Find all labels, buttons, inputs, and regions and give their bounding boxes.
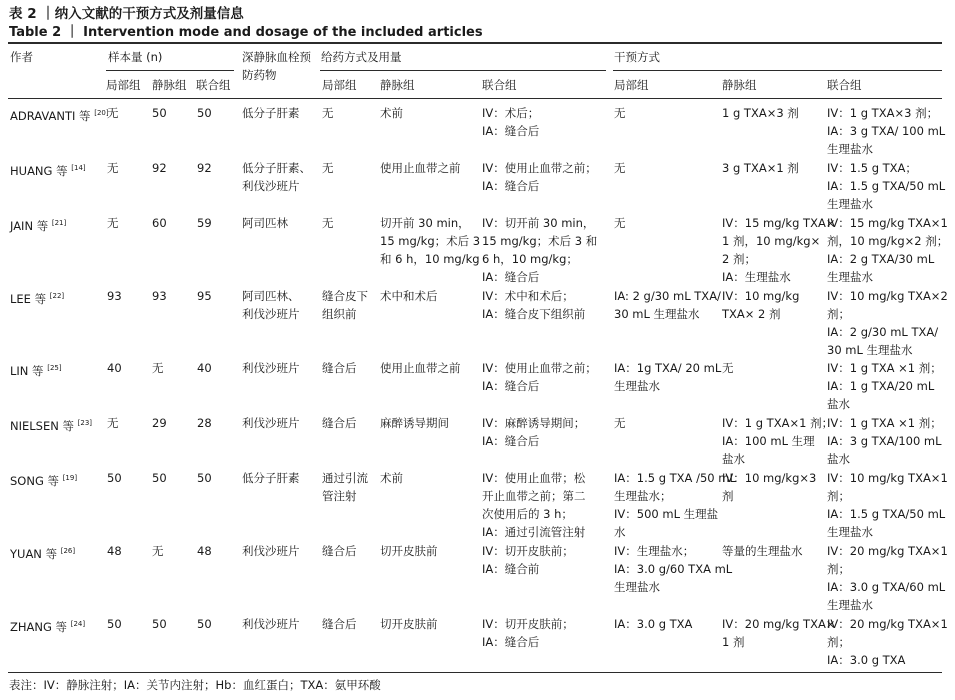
cell-int-local: 无: [614, 216, 626, 230]
cell-n-comb: 95: [197, 289, 212, 303]
cell-int-iv: 等量的生理盐水: [722, 544, 803, 558]
cell-n-iv: 无: [152, 361, 164, 375]
cell-adm-local: 缝合后: [322, 416, 357, 430]
subheader-int-iv: 静脉组: [722, 78, 757, 92]
cell-n-comb: 40: [197, 361, 212, 375]
cell-adm-comb: IV：切开皮肤前； IA：缝合后: [482, 617, 574, 649]
table-caption-cn: 表 2 ｜纳入文献的干预方式及剂量信息: [9, 6, 244, 22]
cell-adm-local: 缝合后: [322, 544, 357, 558]
cell-n-comb: 28: [197, 416, 212, 430]
reference-number: [19]: [62, 474, 78, 482]
cell-int-iv: 1 g TXA×3 剂: [722, 106, 799, 120]
subheader-adm-iv: 静脉组: [380, 78, 415, 92]
author-name: LEE 等: [10, 291, 50, 306]
table-top-rule: [8, 42, 942, 44]
cell-dvt: 利伐沙班片: [242, 416, 300, 430]
cell-adm-iv: 术中和术后: [380, 289, 438, 303]
header-admin: 给药方式及用量: [321, 50, 402, 64]
cell-author: [10, 214, 106, 235]
cell-adm-iv: 使用止血带之前: [380, 161, 461, 175]
header-admin-rule: [320, 70, 606, 71]
cell-n-iv: 50: [152, 106, 167, 120]
author-name: ADRAVANTI 等: [10, 108, 95, 123]
cell-n-local: 40: [107, 361, 122, 375]
cell-dvt: 利伐沙班片: [242, 361, 300, 375]
subheader-int-local: 局部组: [614, 78, 649, 92]
cell-dvt: 低分子肝素: [242, 106, 300, 120]
cell-int-local: IA：1g TXA/ 20 mL 生理盐水: [614, 361, 722, 393]
cell-adm-iv: 麻醉诱导期间: [380, 416, 449, 430]
header-intervention-rule: [613, 70, 942, 71]
header-sample-size: 样本量 (n): [108, 50, 163, 64]
cell-adm-local: 缝合后: [322, 361, 357, 375]
cell-adm-comb: IV：切开前 30 min， 15 mg/kg；术后 3 和 6 h，10 mg/kg； IA：缝合后: [482, 216, 598, 284]
cell-n-local: 50: [107, 617, 122, 631]
cell-adm-comb: IV：使用止血带；松 开止血带之前；第二 次使用后的 3 h； IA：通过引流管注射: [482, 471, 586, 539]
cell-int-comb: IV：10 mg/kg TXA×2 剂； IA：2 g/30 mL TXA/ 30 mL 生理盐水: [827, 289, 948, 357]
cell-adm-local: 通过引流 管注射: [322, 471, 368, 503]
author-name: HUANG 等: [10, 163, 72, 178]
author-name: ZHANG 等: [10, 619, 71, 634]
cell-n-iv: 60: [152, 216, 167, 230]
cell-n-comb: 59: [197, 216, 212, 230]
cell-int-comb: IV：1 g TXA×3 剂； IA：3 g TXA/ 100 mL 生理盐水: [827, 106, 946, 156]
cell-int-iv: 3 g TXA×1 剂: [722, 161, 799, 175]
cell-n-comb: 48: [197, 544, 212, 558]
header-intervention: 干预方式: [614, 50, 660, 64]
cell-adm-comb: IV：使用止血带之前； IA：缝合后: [482, 361, 597, 393]
table-header-rule: [8, 98, 942, 99]
header-author: 作者: [10, 50, 33, 64]
subheader-n-iv: 静脉组: [152, 78, 187, 92]
cell-adm-iv: 切开皮肤前: [380, 617, 438, 631]
table-footnote: 表注：IV：静脉注射；IA：关节内注射；Hb：血红蛋白；TXA：氨甲环酸: [9, 678, 381, 692]
cell-n-iv: 29: [152, 416, 167, 430]
cell-int-iv: IV：10 mg/kg TXA× 2 剂: [722, 289, 800, 321]
cell-n-comb: 50: [197, 106, 212, 120]
cell-n-local: 无: [107, 216, 119, 230]
cell-int-comb: IV：20 mg/kg TXA×1 剂； IA：3.0 g TXA: [827, 617, 948, 667]
cell-author: [10, 414, 106, 435]
reference-number: [20]: [94, 109, 109, 117]
cell-int-iv: IV：1 g TXA×1 剂； IA：100 mL 生理 盐水: [722, 416, 834, 466]
cell-author: [10, 287, 106, 308]
author-name: YUAN 等: [10, 546, 61, 561]
cell-int-local: IA：1.5 g TXA /50 mL 生理盐水； IV：500 mL 生理盐 水: [614, 471, 736, 539]
reference-number: [23]: [77, 419, 93, 427]
cell-int-local: IA：3.0 g TXA: [614, 617, 693, 631]
cell-adm-local: 缝合后: [322, 617, 357, 631]
reference-number: [22]: [49, 292, 65, 300]
cell-n-local: 无: [107, 106, 119, 120]
cell-dvt: 阿司匹林: [242, 216, 288, 230]
cell-n-iv: 92: [152, 161, 167, 175]
cell-author: [10, 159, 106, 180]
cell-n-local: 无: [107, 161, 119, 175]
cell-n-iv: 50: [152, 471, 167, 485]
cell-int-comb: IV：20 mg/kg TXA×1 剂； IA：3.0 g TXA/60 mL 生理盐水: [827, 544, 948, 612]
cell-int-comb: IV：1 g TXA ×1 剂； IA：1 g TXA/20 mL 盐水: [827, 361, 942, 411]
cell-adm-local: 无: [322, 161, 334, 175]
reference-number: [14]: [71, 164, 86, 172]
cell-adm-local: 无: [322, 106, 334, 120]
cell-adm-iv: 术前: [380, 471, 403, 485]
cell-adm-iv: 切开皮肤前: [380, 544, 438, 558]
subheader-n-combined: 联合组: [196, 78, 231, 92]
cell-author: [10, 542, 106, 563]
cell-author: [10, 469, 106, 490]
subheader-int-combined: 联合组: [827, 78, 862, 92]
subheader-adm-combined: 联合组: [482, 78, 517, 92]
table-bottom-rule: [8, 672, 942, 673]
author-name: SONG 等: [10, 473, 63, 488]
author-name: NIELSEN 等: [10, 418, 78, 433]
cell-author: [10, 615, 106, 636]
cell-int-local: 无: [614, 416, 626, 430]
cell-dvt: 低分子肝素: [242, 471, 300, 485]
cell-adm-comb: IV：麻醉诱导期间； IA：缝合后: [482, 416, 586, 448]
cell-adm-iv: 使用止血带之前: [380, 361, 461, 375]
author-name: JAIN 等: [10, 218, 52, 233]
cell-n-iv: 93: [152, 289, 167, 303]
cell-int-iv: IV：15 mg/kg TXA× 1 剂，10 mg/kg× 2 剂； IA：生理盐水: [722, 216, 836, 284]
cell-dvt: 低分子肝素、 利伐沙班片: [242, 161, 311, 193]
cell-n-local: 无: [107, 416, 119, 430]
cell-int-local: 无: [614, 106, 626, 120]
cell-n-comb: 92: [197, 161, 212, 175]
subheader-adm-local: 局部组: [322, 78, 357, 92]
cell-dvt: 阿司匹林、 利伐沙班片: [242, 289, 300, 321]
cell-int-iv: 无: [722, 361, 734, 375]
cell-n-iv: 无: [152, 544, 164, 558]
cell-adm-comb: IV：术中和术后； IA：缝合皮下组织前: [482, 289, 586, 321]
cell-n-iv: 50: [152, 617, 167, 631]
cell-int-comb: IV：15 mg/kg TXA×1 剂，10 mg/kg×2 剂； IA：2 g TXA/30 mL 生理盐水: [827, 216, 949, 284]
cell-n-comb: 50: [197, 471, 212, 485]
table-caption-en: Table 2 ｜ Intervention mode and dosage of the included articles: [9, 25, 483, 40]
header-sample-rule: [106, 70, 234, 71]
header-dvt-drug: 深静脉血栓预防药物: [242, 50, 311, 82]
cell-dvt: 利伐沙班片: [242, 617, 300, 631]
reference-number: [24]: [70, 620, 86, 628]
cell-adm-comb: IV：使用止血带之前； IA：缝合后: [482, 161, 597, 193]
cell-int-local: IA: 2 g/30 mL TXA/ 30 mL 生理盐水: [614, 289, 721, 321]
cell-int-iv: IV：20 mg/kg TXA× 1 剂: [722, 617, 836, 649]
cell-int-local: 无: [614, 161, 626, 175]
cell-author: [10, 104, 109, 125]
cell-author: [10, 359, 106, 380]
reference-number: [26]: [60, 547, 76, 555]
cell-int-comb: IV：1 g TXA ×1 剂； IA：3 g TXA/100 mL 盐水: [827, 416, 942, 466]
subheader-n-local: 局部组: [106, 78, 141, 92]
cell-adm-local: 缝合皮下 组织前: [322, 289, 368, 321]
author-name: LIN 等: [10, 363, 48, 378]
cell-int-comb: IV：10 mg/kg TXA×1 剂； IA：1.5 g TXA/50 mL 生理盐水: [827, 471, 948, 539]
cell-n-local: 93: [107, 289, 122, 303]
cell-n-local: 50: [107, 471, 122, 485]
cell-adm-comb: IV：术后； IA：缝合后: [482, 106, 540, 138]
cell-dvt: 利伐沙班片: [242, 544, 300, 558]
cell-adm-local: 无: [322, 216, 334, 230]
cell-int-local: IV：生理盐水； IA：3.0 g/60 TXA mL 生理盐水: [614, 544, 733, 594]
reference-number: [25]: [47, 364, 62, 372]
cell-int-iv: IV：10 mg/kg×3 剂: [722, 471, 817, 503]
reference-number: [21]: [51, 219, 67, 227]
cell-n-comb: 50: [197, 617, 212, 631]
cell-adm-iv: 切开前 30 min， 15 mg/kg；术后 3 和 6 h，10 mg/kg: [380, 216, 481, 266]
cell-adm-iv: 术前: [380, 106, 403, 120]
cell-adm-comb: IV：切开皮肤前； IA：缝合前: [482, 544, 574, 576]
cell-n-local: 48: [107, 544, 122, 558]
cell-int-comb: IV：1.5 g TXA； IA：1.5 g TXA/50 mL 生理盐水: [827, 161, 946, 211]
